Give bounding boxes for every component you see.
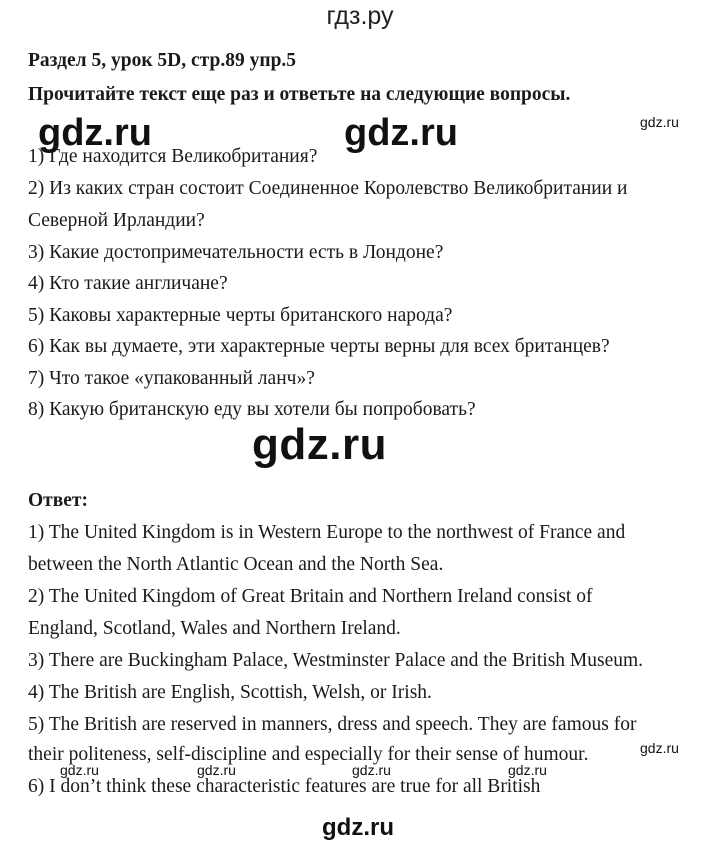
question-line: 4) Кто такие англичане?: [28, 273, 228, 294]
watermark: gdz.ru: [352, 762, 391, 778]
answer-line: their politeness, self-discipline and especially for their sense of humour.: [28, 744, 589, 765]
question-line: 6) Как вы думаете, эти характерные черты верны для всех британцев?: [28, 336, 610, 357]
watermark: gdz.ru: [640, 114, 679, 130]
site-header: гдз.ру: [326, 2, 394, 30]
answer-line: 1) The United Kingdom is in Western Europe to the northwest of France and: [28, 522, 626, 543]
answer-line: 2) The United Kingdom of Great Britain and Northern Ireland consist of: [28, 586, 593, 607]
answer-line: between the North Atlantic Ocean and the North Sea.: [28, 554, 444, 575]
question-line: 3) Какие достопримечательности есть в Лондоне?: [28, 242, 444, 263]
answer-line: England, Scotland, Wales and Northern Ireland.: [28, 618, 401, 639]
exercise-title: Раздел 5, урок 5D, стр.89 упр.5: [28, 50, 297, 71]
question-line: 8) Какую британскую еду вы хотели бы попробовать?: [28, 399, 476, 420]
question-line: 5) Каковы характерные черты британского народа?: [28, 305, 453, 326]
watermark: gdz.ru: [508, 762, 547, 778]
instruction: Прочитайте текст еще раз и ответьте на следующие вопросы.: [28, 84, 571, 105]
answer-label: Ответ:: [28, 490, 89, 511]
watermark: gdz.ru: [60, 762, 99, 778]
question-line: 1) Где находится Великобритания?: [28, 146, 318, 167]
answer-line: 3) There are Buckingham Palace, Westminster Palace and the British Museum.: [28, 650, 644, 671]
answer-line: 5) The British are reserved in manners, dress and speech. They are famous for: [28, 714, 637, 735]
question-line: Северной Ирландии?: [28, 210, 205, 231]
watermark: gdz.ru: [344, 112, 458, 154]
question-line: 7) Что такое «упакованный ланч»?: [28, 368, 315, 389]
watermark: gdz.ru: [38, 112, 152, 154]
answer-line: 4) The British are English, Scottish, Welsh, or Irish.: [28, 682, 432, 703]
watermark: gdz.ru: [197, 762, 236, 778]
watermark: gdz.ru: [322, 814, 394, 841]
answer-line: 6) I don’t think these characteristic features are true for all British: [28, 776, 541, 797]
question-line: 2) Из каких стран состоит Соединенное Королевство Великобритании и: [28, 178, 628, 199]
watermark: gdz.ru: [252, 420, 387, 469]
watermark: gdz.ru: [640, 740, 679, 756]
